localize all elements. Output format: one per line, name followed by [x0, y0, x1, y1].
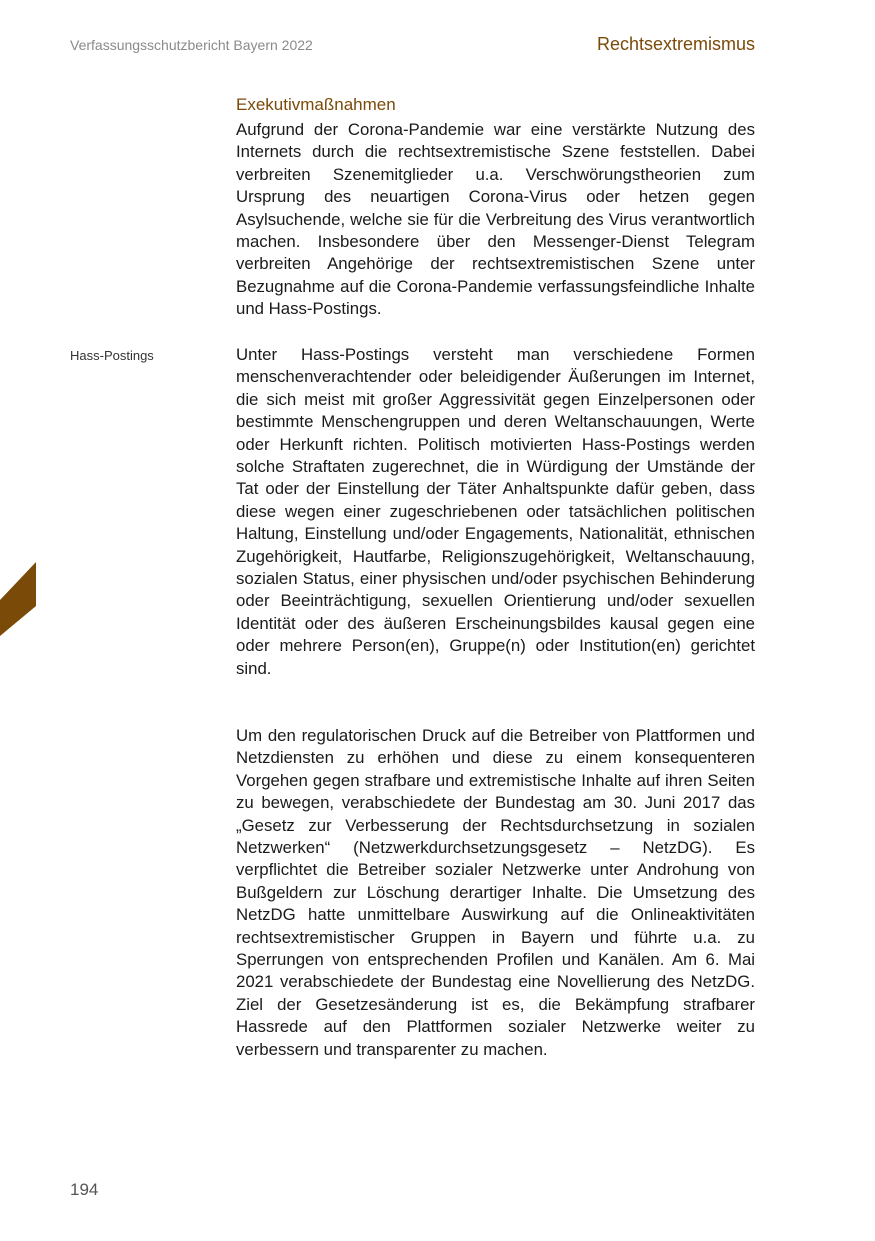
section-heading: Exekutivmaßnahmen — [236, 95, 396, 114]
body-paragraph-exekutivmassnahmen: Aufgrund der Corona-Pandemie war eine verstärkte Nutzung des Internets durch die rechtsextremistische Szene feststellen. Dabei verbreiten Szenemitglieder u.a. Verschwörungstheorien zum Ursprung des neuartigen Corona-Virus oder hetzen gegen Asylsuchende, welche sie für die Verbreitung des Virus verantwortlich machen. Insbesondere über den Messenger-Dienst Telegram verbreiten Angehörige der rechtsextremistischen Szene unter Bezugnahme auf die Corona-Pandemie verfassungsfeindliche Inhalte und Hass-Postings. — [236, 120, 755, 319]
running-header-chapter: Rechtsextremismus — [596, 34, 755, 54]
page-number: 194 — [70, 1180, 99, 1199]
margin-note-hass-postings: Hass-Postings — [70, 348, 154, 363]
body-paragraph-hass-postings: Unter Hass-Postings versteht man verschiedene Formen menschenverachtender oder beleidigender Äußerungen im Internet, die sich meist mit großer Aggressivität gegen Einzelpersonen oder bestimmte Menschengruppen und deren Weltanschauungen, Werte oder Herkunft richten. Politisch motivierten Hass-Postings werden solche Straftaten zugerechnet, die in Würdigung der Umstände der Tat oder der Einstellung der Täter Anhaltspunkte dafür geben, dass diese wegen einer zugeschriebenen oder tatsächlichen politischen Haltung, Einstellung und/oder Engagements, Nationalität, ethnischen Zugehörigkeit, Hautfarbe, Religionszugehörigkeit, Weltanschauung, sozialen Status, einer physischen und/oder psychischen Behinderung oder Beeinträchtigung, sexuellen Orientierung und/oder sexuellen Identität oder des äußeren Erscheinungsbildes kausal gegen eine oder mehrere Person(en), Gruppe(n) oder Institution(en) gerichtet sind. — [236, 345, 755, 678]
running-header-publication: Verfassungsschutzbericht Bayern 2022 — [70, 37, 313, 53]
chapter-marker-tab-icon — [0, 562, 36, 636]
body-paragraph-netzdg: Um den regulatorischen Druck auf die Betreiber von Plattformen und Netzdiensten zu erhöhen und diese zu einem konsequenteren Vorgehen gegen strafbare und extremistische Inhalte auf ihren Seiten zu bewegen, verabschiedete der Bundestag am 30. Juni 2017 das „Gesetz zur Verbesserung der Rechtsdurchsetzung in sozialen Netzwerken“ (Netzwerkdurchsetzungsgesetz – NetzDG). Es verpflichtet die Betreiber sozialer Netzwerke unter Androhung von Bußgeldern zur Löschung derartiger Inhalte. Die Umsetzung des NetzDG hatte unmittelbare Auswirkung auf die Onlineaktivitäten rechtsextremistischer Gruppen in Bayern und führte u.a. zu Sperrungen von entsprechenden Profilen und Kanälen. Am 6. Mai 2021 verabschiedete der Bundestag eine Novellierung des NetzDG. Ziel der Gesetzesänderung ist es, die Bekämpfung strafbarer Hassrede auf den Plattformen sozialer Netzwerke weiter zu verbessern und transparenter zu machen. — [236, 726, 755, 1059]
